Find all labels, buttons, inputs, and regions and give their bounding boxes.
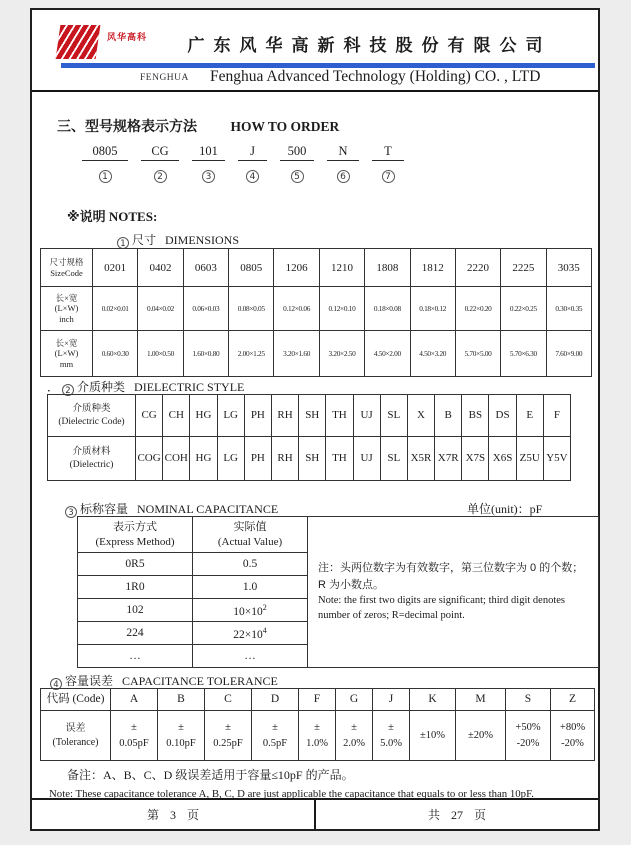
tolerance-remark-en: Note: These capacitance tolerance A, B, C, D are just applicable the capacitance that equals to or less than 10pF.	[49, 788, 534, 800]
size-code-cell: 0603	[183, 249, 228, 287]
size-code-cell: 0402	[138, 249, 183, 287]
size-code-cell: 3035	[546, 249, 591, 287]
total-pages: 共 27 页	[427, 808, 486, 822]
dielectric-code-cell: PH	[244, 395, 271, 437]
table-row	[41, 287, 592, 331]
dielectric-material-cell: RH	[271, 437, 298, 481]
table-row	[48, 395, 571, 437]
circled-number: 4	[50, 678, 62, 690]
dielectric-code-cell: LG	[217, 395, 244, 437]
inch-cell: 0.12×0.06	[274, 287, 319, 331]
order-code-col	[192, 144, 225, 183]
tolerance-value-cell: ± 0.10pF	[158, 711, 205, 761]
note-en: Note: the first two digits are significant; third digit denotes number of zeros; R=decimal point.	[318, 595, 565, 622]
capacitance-table	[77, 516, 599, 668]
capacitance-title-cn: 标称容量	[80, 502, 129, 516]
circled-number: 5	[291, 170, 304, 183]
order-code-col	[280, 144, 314, 183]
dielectric-code-cell: CH	[163, 395, 190, 437]
order-code-col	[372, 144, 404, 183]
order-code-col	[82, 144, 128, 183]
dielectric-material-cell: TH	[326, 437, 353, 481]
dielectric-code-cell: RH	[271, 395, 298, 437]
tolerance-value-cell: +50% -20%	[506, 711, 551, 761]
size-code-cell: 1812	[410, 249, 455, 287]
size-code-cell: 1808	[365, 249, 410, 287]
mm-cell: 3.20×2.50	[319, 331, 364, 377]
code-row-header: 代码 (Code)	[41, 689, 111, 711]
tolerance-code-cell: B	[158, 689, 205, 711]
dielectric-material-cell: X7S	[462, 437, 489, 481]
tolerance-value-cell: ± 0.25pF	[205, 711, 252, 761]
tolerance-code-cell: G	[336, 689, 373, 711]
dielectric-material-cell: COG	[136, 437, 163, 481]
dielectric-code-header: 介质种类 (Dielectric Code)	[48, 395, 136, 437]
circled-number: 3	[65, 506, 77, 518]
dielectric-material-cell: HG	[190, 437, 217, 481]
actual-value-cell: $22\times 10^4$	[193, 622, 308, 645]
size-code-header: 尺寸规格 SizeCode	[41, 249, 93, 287]
mm-cell: 5.70×5.00	[455, 331, 500, 377]
mm-cell: 0.60×0.30	[93, 331, 138, 377]
page-number: 第 3 页	[32, 800, 316, 829]
dielectric-material-cell: X5R	[407, 437, 434, 481]
dielectric-material-cell: X6S	[489, 437, 516, 481]
dielectric-code-cell: HG	[190, 395, 217, 437]
mm-cell: 4.50×2.00	[365, 331, 410, 377]
tolerance-value-cell: ± 1.0%	[299, 711, 336, 761]
dielectric-material-cell: PH	[244, 437, 271, 481]
order-code-value: 101	[192, 144, 225, 161]
actual-value-cell: 1.0	[193, 576, 308, 599]
tolerance-code-cell: K	[410, 689, 456, 711]
dielectric-material-cell: SH	[299, 437, 326, 481]
table-row	[41, 331, 592, 377]
tolerance-table	[40, 688, 595, 761]
size-code-cell: 1206	[274, 249, 319, 287]
mm-cell: 1.60×0.80	[183, 331, 228, 377]
table-row	[48, 437, 571, 481]
tolerance-value-cell: ± 5.0%	[373, 711, 410, 761]
order-code-col	[238, 144, 267, 183]
dimensions-title-cn: 尺寸	[132, 233, 157, 247]
tolerance-title-en: CAPACITANCE TOLERANCE	[122, 674, 278, 688]
size-code-cell: 1210	[319, 249, 364, 287]
order-code-col	[327, 144, 359, 183]
dielectric-material-cell: X7R	[435, 437, 462, 481]
dielectric-code-cell: CG	[136, 395, 163, 437]
table-row	[41, 689, 595, 711]
dimensions-title	[117, 231, 239, 249]
dielectric-title-en: DIELECTRIC STYLE	[134, 380, 245, 394]
section-title-en: HOW TO ORDER	[230, 119, 340, 134]
document-page	[30, 8, 600, 831]
inch-row-header: 长×宽 (L×W) inch	[41, 287, 93, 331]
tolerance-code-cell: C	[205, 689, 252, 711]
circled-number: 1	[99, 170, 112, 183]
inch-cell: 0.06×0.03	[183, 287, 228, 331]
page-footer	[32, 798, 598, 829]
mm-cell: 4.50×3.20	[410, 331, 455, 377]
inch-cell: 0.04×0.02	[138, 287, 183, 331]
order-code-value: T	[372, 144, 404, 161]
dielectric-code-cell: E	[516, 395, 543, 437]
dielectric-code-cell: TH	[326, 395, 353, 437]
dielectric-code-cell: X	[407, 395, 434, 437]
order-code-value: CG	[141, 144, 179, 161]
logo-text: 风华高科	[107, 32, 148, 42]
note-cn: 注：头两位数字为有效数字，第三位数字为 0 的个数；R 为小数点。	[318, 562, 584, 592]
tolerance-value-cell: ± 0.05pF	[111, 711, 158, 761]
order-code-value: N	[327, 144, 359, 161]
size-code-cell: 2225	[501, 249, 546, 287]
actual-value-header: 实际值 (Actual Value)	[193, 517, 308, 553]
express-method-cell: 102	[78, 599, 193, 622]
circled-number: 1	[117, 237, 129, 249]
order-code-value: J	[238, 144, 267, 161]
mm-cell: 5.70×6.30	[501, 331, 546, 377]
table-row	[41, 249, 592, 287]
brand-name: FENGHUA	[140, 73, 189, 83]
dielectric-material-cell: COH	[163, 437, 190, 481]
dielectric-material-cell: Y5V	[543, 437, 570, 481]
section-title-how-to-order	[57, 116, 339, 136]
size-code-cell: 0201	[93, 249, 138, 287]
circled-number: 6	[337, 170, 350, 183]
size-code-cell: 2220	[455, 249, 500, 287]
tolerance-row-header: 误差 (Tolerance)	[41, 711, 111, 761]
order-code-col	[141, 144, 179, 183]
capacitance-note	[308, 517, 599, 668]
tolerance-code-cell: M	[456, 689, 506, 711]
dielectric-title-cn: 介质种类	[77, 380, 126, 394]
title-prefix: ．	[47, 380, 60, 394]
company-name-en: Fenghua Advanced Technology (Holding) CO. , LTD	[210, 68, 541, 85]
express-method-cell: 0R5	[78, 553, 193, 576]
company-name-cn: 广东风华高新科技股份有限公司	[187, 36, 552, 55]
tolerance-value-cell: +80% -20%	[551, 711, 595, 761]
inch-cell: 0.30×0.35	[546, 287, 591, 331]
capacitance-title-en: NOMINAL CAPACITANCE	[137, 502, 279, 516]
circled-number: 3	[202, 170, 215, 183]
mm-cell: 7.60×9.00	[546, 331, 591, 377]
express-method-cell: 224	[78, 622, 193, 645]
tolerance-value-cell: ± 0.5pF	[252, 711, 299, 761]
circled-number: 4	[246, 170, 259, 183]
section-title-cn: 三、型号规格表示方法	[57, 118, 197, 134]
mm-row-header: 长×宽 (L×W) mm	[41, 331, 93, 377]
dielectric-code-cell: B	[435, 395, 462, 437]
dielectric-code-cell: UJ	[353, 395, 380, 437]
dielectric-material-cell: LG	[217, 437, 244, 481]
mm-cell: 1.00×0.50	[138, 331, 183, 377]
tolerance-value-cell: ±20%	[456, 711, 506, 761]
inch-cell: 0.12×0.10	[319, 287, 364, 331]
header	[58, 25, 592, 59]
dielectric-material-header: 介质材料 (Dielectric)	[48, 437, 136, 481]
tolerance-code-cell: Z	[551, 689, 595, 711]
notes-label	[67, 206, 157, 225]
dielectric-code-cell: SH	[299, 395, 326, 437]
dimensions-table	[40, 248, 592, 377]
circled-number: 2	[154, 170, 167, 183]
tolerance-title-cn: 容量误差	[65, 674, 114, 688]
express-method-header: 表示方式 (Express Method)	[78, 517, 193, 553]
tolerance-value-cell: ± 2.0%	[336, 711, 373, 761]
table-row	[41, 711, 595, 761]
circled-number: 2	[62, 384, 74, 396]
dielectric-table	[47, 394, 571, 481]
inch-cell: 0.18×0.08	[365, 287, 410, 331]
dielectric-material-cell: SL	[380, 437, 407, 481]
table-row	[78, 517, 599, 553]
mm-cell: 3.20×1.60	[274, 331, 319, 377]
dielectric-code-cell: DS	[489, 395, 516, 437]
notes-label-en: NOTES:	[108, 209, 158, 224]
tolerance-value-cell: ±10%	[410, 711, 456, 761]
inch-cell: 0.22×0.25	[501, 287, 546, 331]
order-code-value: 0805	[82, 144, 128, 161]
unit-label: 单位(unit)：pF	[467, 502, 543, 516]
header-divider	[32, 90, 598, 92]
order-code-diagram	[82, 144, 404, 183]
notes-label-cn: ※说明	[67, 209, 106, 224]
inch-cell: 0.18×0.12	[410, 287, 455, 331]
tolerance-remark-cn: 备注：A、B、C、D 级误差适用于容量≤10pF 的产品。	[67, 768, 354, 782]
size-code-cell: 0805	[229, 249, 274, 287]
inch-cell: 0.02×0.01	[93, 287, 138, 331]
dielectric-code-cell: BS	[462, 395, 489, 437]
inch-cell: 0.22×0.20	[455, 287, 500, 331]
tolerance-code-cell: D	[252, 689, 299, 711]
fenghua-logo-icon	[56, 25, 101, 59]
tolerance-code-cell: S	[506, 689, 551, 711]
dimensions-title-en: DIMENSIONS	[165, 233, 240, 247]
express-method-cell: 1R0	[78, 576, 193, 599]
dielectric-code-cell: F	[543, 395, 570, 437]
dielectric-material-cell: UJ	[353, 437, 380, 481]
circled-number: 7	[382, 170, 395, 183]
inch-cell: 0.08×0.05	[229, 287, 274, 331]
actual-value-cell: $10\times 10^2$	[193, 599, 308, 622]
order-code-value: 500	[280, 144, 314, 161]
express-method-cell: …	[78, 645, 193, 668]
mm-cell: 2.00×1.25	[229, 331, 274, 377]
tolerance-code-cell: A	[111, 689, 158, 711]
tolerance-code-cell: F	[299, 689, 336, 711]
tolerance-code-cell: J	[373, 689, 410, 711]
actual-value-cell: …	[193, 645, 308, 668]
actual-value-cell: 0.5	[193, 553, 308, 576]
dielectric-material-cell: Z5U	[516, 437, 543, 481]
dielectric-code-cell: SL	[380, 395, 407, 437]
